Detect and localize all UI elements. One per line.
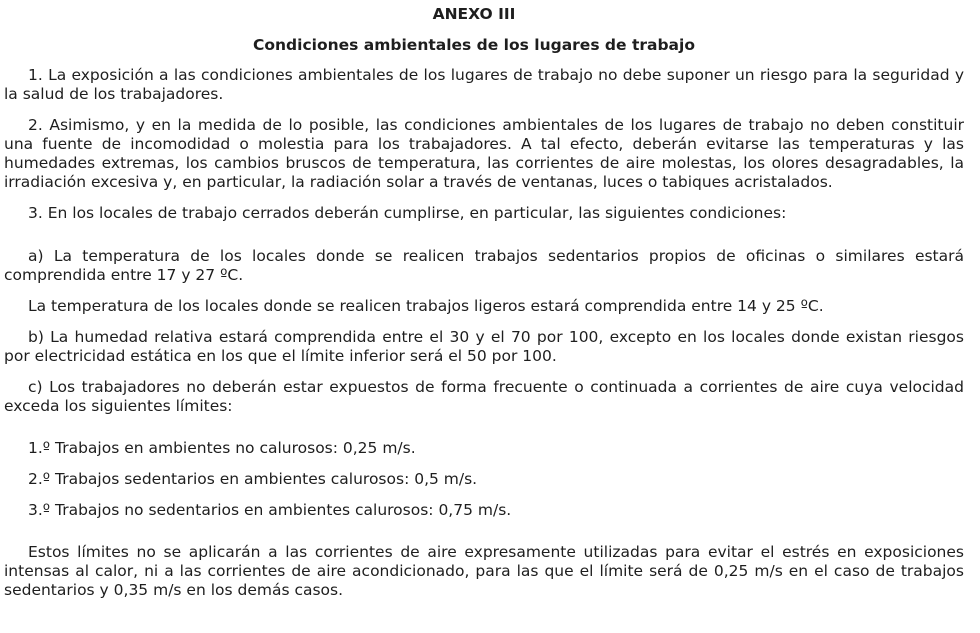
- limit-item-1: 1.º Trabajos en ambientes no calurosos: 0,25 m/s.: [28, 439, 416, 457]
- limit-item-3: 3.º Trabajos no sedentarios en ambientes calurosos: 0,75 m/s.: [28, 501, 512, 519]
- paragraph-c: c) Los trabajadores no deberán estar expuestos de forma frecuente o continuada a corrientes de aire cuya velocidad exceda los siguientes límites:: [4, 378, 964, 415]
- annex-title: ANEXO III: [432, 5, 516, 23]
- limit-item-2: 2.º Trabajos sedentarios en ambientes calurosos: 0,5 m/s.: [28, 470, 478, 488]
- paragraph-a: a) La temperatura de los locales donde se realicen trabajos sedentarios propios de oficinas o similares estará comprendida entre 17 y 27 ºC.: [4, 247, 964, 284]
- paragraph-a-light-work: La temperatura de los locales donde se realicen trabajos ligeros estará comprendida entre 14 y 25 ºC.: [28, 297, 824, 315]
- paragraph-2: 2. Asimismo, y en la medida de lo posible, las condiciones ambientales de los lugares de trabajo no deben constituir una fuente de incomodidad o molestia para los trabajadores. A tal efecto, deberán evitarse las temperaturas y las humedades extremas, los cambios bruscos de temperatura, las corrientes de aire molestas, los olores desagradables, la irradiación excesiva y, en particular, la radiación solar a través de ventanas, luces o tabiques acristalados.: [4, 116, 964, 191]
- section-title: Condiciones ambientales de los lugares de trabajo: [253, 36, 695, 54]
- paragraph-3: 3. En los locales de trabajo cerrados deberán cumplirse, en particular, las siguientes condiciones:: [28, 204, 787, 222]
- paragraph-1: 1. La exposición a las condiciones ambientales de los lugares de trabajo no debe suponer un riesgo para la seguridad y la salud de los trabajadores.: [4, 66, 964, 103]
- document-body: [0, 4, 964, 600]
- paragraph-closing: Estos límites no se aplicarán a las corrientes de aire expresamente utilizadas para evitar el estrés en exposiciones intensas al calor, ni a las corrientes de aire acondicionado, para las que el límite será de 0,25 m/s en el caso de trabajos sedentarios y 0,35 m/s en los demás casos.: [4, 543, 964, 599]
- paragraph-b: b) La humedad relativa estará comprendida entre el 30 y el 70 por 100, excepto en los locales donde existan riesgos por electricidad estática en los que el límite inferior será el 50 por 100.: [4, 328, 964, 365]
